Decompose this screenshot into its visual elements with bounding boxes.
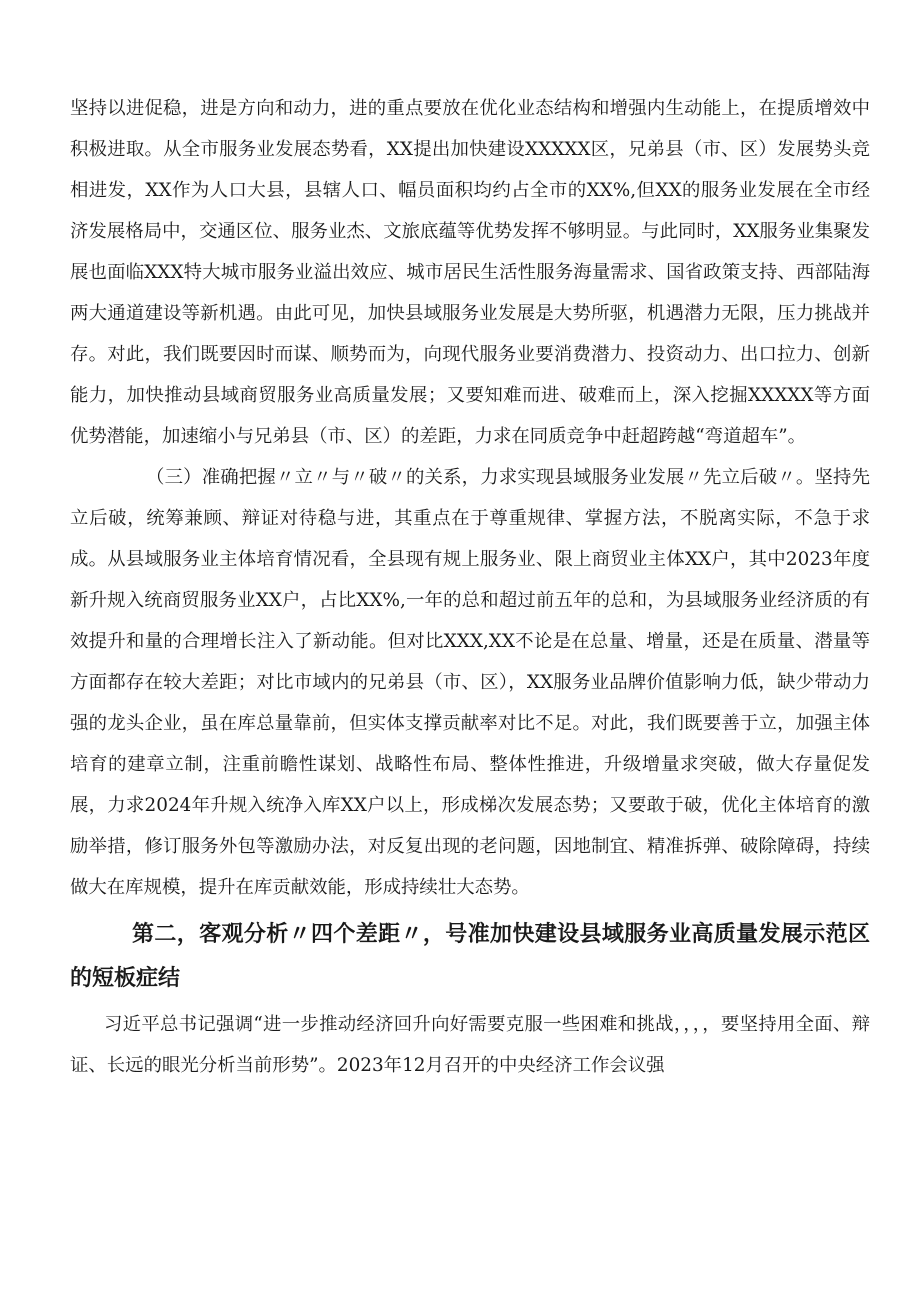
- document-body: [70, 88, 870, 1086]
- paragraph-opportunity: 坚持以进促稳，进是方向和动力，进的重点要放在优化业态结构和增强内生动能上，在提质增效中积极进取。从全市服务业发展态势看，XX提出加快建设XXXXX区，兄弟县（市、区）发展势头竞相进发，XX作为人口大县，县辖人口、幅员面积均约占全市的XX%,但XX的服务业发展在全市经济发展格局中，交通区位、服务业杰、文旅底蕴等优势发挥不够明显。与此同时，XX服务业集聚发展也面临XXX特大城市服务业溢出效应、城市居民生活性服务海量需求、国省政策支持、西部陆海两大通道建设等新机遇。由此可见，加快县域服务业发展是大势所驱，机遇潜力无限，压力挑战并存。对此，我们既要因时而谋、顺势而为，向现代服务业要消费潜力、投资动力、出口拉力、创新能力，加快推动县域商贸服务业高质量发展；又要知难而进、破难而上，深入挖掘XXXXX等方面优势潜能，加速缩小与兄弟县（市、区）的差距，力求在同质竞争中赶超跨越“弯道超车”。: [70, 98, 870, 447]
- paragraph-quote: 习近平总书记强调“进一步推动经济回升向好需要克服一些困难和挑战，，，，要坚持用全面、辩证、长远的眼光分析当前形势”。2023年12月召开的中央经济工作会议强: [70, 1014, 870, 1076]
- section-heading: 第二，客观分析〃四个差距〃，号准加快建设县域服务业高质量发展示范区的短板症结: [70, 921, 870, 991]
- paragraph-establish-break: （三）准确把握〃立〃与〃破〃的关系，力求实现县域服务业发展〃先立后破〃。坚持先立后破，统筹兼顾、辩证对待稳与进，其重点在于尊重规律、掌握方法，不脱离实际，不急于求成。从县域服务业主体培育情况看，全县现有规上服务业、限上商贸业主体XX户，其中2023年度新升规入统商贸服务业XX户，占比XX%,一年的总和超过前五年的总和，为县域服务业经济质的有效提升和量的合理增长注入了新动能。但对比XXX,XX不论是在总量、增量，还是在质量、潜量等方面都存在较大差距；对比市域内的兄弟县（市、区），XX服务业品牌价值影响力低，缺少带动力强的龙头企业，虽在库总量靠前，但实体支撑贡献率对比不足。对此，我们既要善于立，加强主体培育的建章立制，注重前瞻性谋划、战略性布局、整体性推进，升级增量求突破，做大存量促发展，力求2024年升规入统净入库XX户以上，形成梯次发展态势；又要敢于破，优化主体培育的激励举措，修订服务外包等激励办法，对反复出现的老问题，因地制宜、精准拆弹、破除障碍，持续做大在库规模，提升在库贡献效能，形成持续壮大态势。: [70, 467, 870, 898]
